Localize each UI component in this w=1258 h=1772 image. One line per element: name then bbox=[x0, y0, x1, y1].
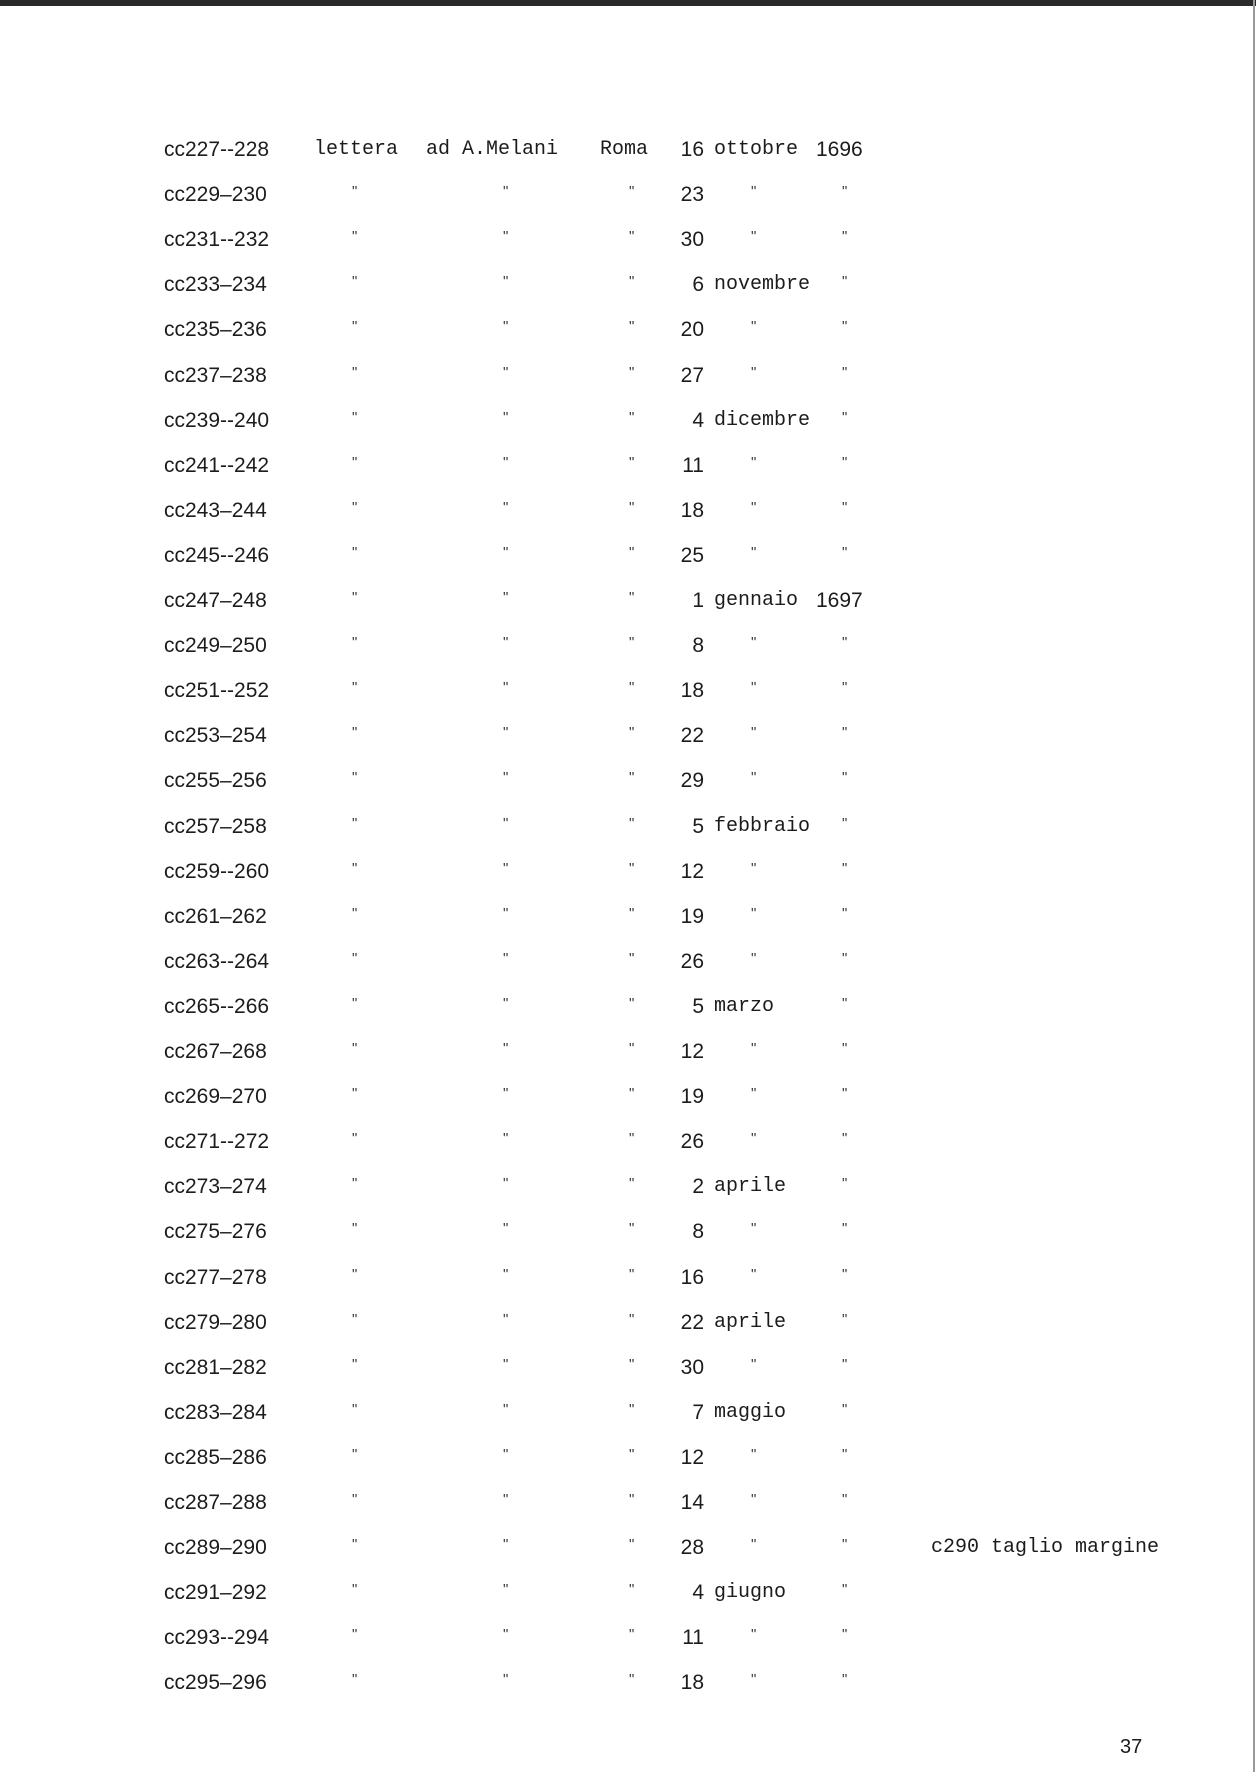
month-cell: aprile bbox=[714, 1175, 787, 1198]
year-ditto-mark: " bbox=[842, 815, 848, 832]
folio-cell: cc247–248 bbox=[164, 589, 267, 612]
document-type-ditto-mark: " bbox=[352, 544, 358, 561]
recipient-ditto-mark: " bbox=[503, 183, 509, 200]
day-cell: 30 bbox=[680, 1356, 704, 1379]
table-row bbox=[0, 272, 1240, 298]
day-cell: 5 bbox=[692, 995, 704, 1018]
year-ditto-mark: " bbox=[842, 1626, 848, 1643]
recipient-ditto-mark: " bbox=[503, 724, 509, 741]
place-ditto-mark: " bbox=[629, 454, 635, 471]
day-cell: 4 bbox=[692, 409, 704, 432]
place-ditto-mark: " bbox=[629, 1130, 635, 1147]
day-cell: 30 bbox=[680, 228, 704, 251]
table-row bbox=[0, 588, 1240, 614]
day-cell: 7 bbox=[692, 1401, 704, 1424]
place-ditto-mark: " bbox=[629, 1671, 635, 1688]
month-ditto-mark: " bbox=[751, 1356, 757, 1373]
place-ditto-mark: " bbox=[629, 273, 635, 290]
day-cell: 16 bbox=[680, 138, 704, 161]
place-ditto-mark: " bbox=[629, 1311, 635, 1328]
month-ditto-mark: " bbox=[751, 679, 757, 696]
year-ditto-mark: " bbox=[842, 499, 848, 516]
document-type-ditto-mark: " bbox=[352, 995, 358, 1012]
month-cell: giugno bbox=[714, 1581, 787, 1604]
recipient-ditto-mark: " bbox=[503, 1401, 509, 1418]
recipient-ditto-mark: " bbox=[503, 815, 509, 832]
recipient-cell: ad A.Melani bbox=[426, 138, 559, 161]
month-ditto-mark: " bbox=[751, 1536, 757, 1553]
document-type-ditto-mark: " bbox=[352, 1671, 358, 1688]
recipient-ditto-mark: " bbox=[503, 499, 509, 516]
day-cell: 26 bbox=[680, 1130, 704, 1153]
year-ditto-mark: " bbox=[842, 1491, 848, 1508]
table-row bbox=[0, 363, 1240, 389]
document-type-ditto-mark: " bbox=[352, 183, 358, 200]
day-cell: 2 bbox=[692, 1175, 704, 1198]
month-ditto-mark: " bbox=[751, 1491, 757, 1508]
document-type-ditto-mark: " bbox=[352, 1446, 358, 1463]
month-cell: maggio bbox=[714, 1401, 787, 1424]
table-row bbox=[0, 227, 1240, 253]
year-ditto-mark: " bbox=[842, 1040, 848, 1057]
year-ditto-mark: " bbox=[842, 860, 848, 877]
year-ditto-mark: " bbox=[842, 1581, 848, 1598]
folio-cell: cc231--232 bbox=[164, 228, 270, 251]
recipient-ditto-mark: " bbox=[503, 905, 509, 922]
month-ditto-mark: " bbox=[751, 1266, 757, 1283]
folio-cell: cc259--260 bbox=[164, 860, 270, 883]
day-cell: 8 bbox=[692, 634, 704, 657]
day-cell: 18 bbox=[680, 1671, 704, 1694]
document-type-ditto-mark: " bbox=[352, 905, 358, 922]
day-cell: 22 bbox=[680, 724, 704, 747]
folio-cell: cc275–276 bbox=[164, 1220, 267, 1243]
month-ditto-mark: " bbox=[751, 183, 757, 200]
place-ditto-mark: " bbox=[629, 364, 635, 381]
table-row bbox=[0, 1445, 1240, 1471]
recipient-ditto-mark: " bbox=[503, 589, 509, 606]
year-ditto-mark: " bbox=[842, 1085, 848, 1102]
month-ditto-mark: " bbox=[751, 364, 757, 381]
day-cell: 6 bbox=[692, 273, 704, 296]
year-ditto-mark: " bbox=[842, 724, 848, 741]
place-ditto-mark: " bbox=[629, 1175, 635, 1192]
folio-cell: cc249–250 bbox=[164, 634, 267, 657]
folio-cell: cc265--266 bbox=[164, 995, 270, 1018]
month-ditto-mark: " bbox=[751, 634, 757, 651]
place-ditto-mark: " bbox=[629, 228, 635, 245]
month-cell: dicembre bbox=[714, 409, 811, 432]
month-cell: aprile bbox=[714, 1311, 787, 1334]
table-row bbox=[0, 1219, 1240, 1245]
table-row bbox=[0, 1084, 1240, 1110]
table-row bbox=[0, 994, 1240, 1020]
recipient-ditto-mark: " bbox=[503, 1220, 509, 1237]
year-ditto-mark: " bbox=[842, 364, 848, 381]
table-row bbox=[0, 1490, 1240, 1516]
document-type-ditto-mark: " bbox=[352, 769, 358, 786]
table-row bbox=[0, 1310, 1240, 1336]
day-cell: 26 bbox=[680, 950, 704, 973]
document-type-ditto-mark: " bbox=[352, 950, 358, 967]
document-type-ditto-mark: " bbox=[352, 1085, 358, 1102]
place-ditto-mark: " bbox=[629, 1536, 635, 1553]
folio-cell: cc281–282 bbox=[164, 1356, 267, 1379]
month-ditto-mark: " bbox=[751, 1220, 757, 1237]
document-type-ditto-mark: " bbox=[352, 679, 358, 696]
month-cell: novembre bbox=[714, 273, 811, 296]
day-cell: 14 bbox=[680, 1491, 704, 1514]
place-ditto-mark: " bbox=[629, 1040, 635, 1057]
folio-cell: cc295–296 bbox=[164, 1671, 267, 1694]
day-cell: 1 bbox=[692, 589, 704, 612]
month-ditto-mark: " bbox=[751, 860, 757, 877]
month-ditto-mark: " bbox=[751, 769, 757, 786]
month-ditto-mark: " bbox=[751, 454, 757, 471]
folio-cell: cc261–262 bbox=[164, 905, 267, 928]
folio-cell: cc253–254 bbox=[164, 724, 267, 747]
place-ditto-mark: " bbox=[629, 1356, 635, 1373]
table-row bbox=[0, 1625, 1240, 1651]
year-ditto-mark: " bbox=[842, 905, 848, 922]
table-row bbox=[0, 1535, 1240, 1561]
day-cell: 8 bbox=[692, 1220, 704, 1243]
document-type-ditto-mark: " bbox=[352, 409, 358, 426]
folio-cell: cc269–270 bbox=[164, 1085, 267, 1108]
document-type-ditto-mark: " bbox=[352, 318, 358, 335]
recipient-ditto-mark: " bbox=[503, 1536, 509, 1553]
day-cell: 25 bbox=[680, 544, 704, 567]
document-type-ditto-mark: " bbox=[352, 1311, 358, 1328]
month-cell: ottobre bbox=[714, 138, 799, 161]
day-cell: 22 bbox=[680, 1311, 704, 1334]
place-ditto-mark: " bbox=[629, 409, 635, 426]
year-ditto-mark: " bbox=[842, 1130, 848, 1147]
month-ditto-mark: " bbox=[751, 1626, 757, 1643]
day-cell: 18 bbox=[680, 679, 704, 702]
recipient-ditto-mark: " bbox=[503, 1356, 509, 1373]
table-row bbox=[0, 814, 1240, 840]
year-ditto-mark: " bbox=[842, 1220, 848, 1237]
document-type-ditto-mark: " bbox=[352, 1581, 358, 1598]
document-type-ditto-mark: " bbox=[352, 454, 358, 471]
month-ditto-mark: " bbox=[751, 544, 757, 561]
folio-cell: cc257–258 bbox=[164, 815, 267, 838]
document-type-ditto-mark: " bbox=[352, 228, 358, 245]
year-ditto-mark: " bbox=[842, 1446, 848, 1463]
table-row bbox=[0, 1174, 1240, 1200]
year-ditto-mark: " bbox=[842, 409, 848, 426]
folio-cell: cc289–290 bbox=[164, 1536, 267, 1559]
year-ditto-mark: " bbox=[842, 1266, 848, 1283]
folio-cell: cc277–278 bbox=[164, 1266, 267, 1289]
document-type-ditto-mark: " bbox=[352, 860, 358, 877]
recipient-ditto-mark: " bbox=[503, 1266, 509, 1283]
month-cell: marzo bbox=[714, 995, 775, 1018]
folio-cell: cc245--246 bbox=[164, 544, 270, 567]
table-row bbox=[0, 1039, 1240, 1065]
day-cell: 4 bbox=[692, 1581, 704, 1604]
month-ditto-mark: " bbox=[751, 1446, 757, 1463]
month-ditto-mark: " bbox=[751, 1671, 757, 1688]
recipient-ditto-mark: " bbox=[503, 1671, 509, 1688]
month-ditto-mark: " bbox=[751, 1040, 757, 1057]
year-ditto-mark: " bbox=[842, 1401, 848, 1418]
month-ditto-mark: " bbox=[751, 228, 757, 245]
day-cell: 5 bbox=[692, 815, 704, 838]
day-cell: 19 bbox=[680, 1085, 704, 1108]
place-ditto-mark: " bbox=[629, 1491, 635, 1508]
month-ditto-mark: " bbox=[751, 499, 757, 516]
day-cell: 20 bbox=[680, 318, 704, 341]
year-ditto-mark: " bbox=[842, 1311, 848, 1328]
day-cell: 12 bbox=[680, 1446, 704, 1469]
day-cell: 29 bbox=[680, 769, 704, 792]
folio-cell: cc233–234 bbox=[164, 273, 267, 296]
document-type-ditto-mark: " bbox=[352, 589, 358, 606]
day-cell: 11 bbox=[682, 454, 704, 477]
recipient-ditto-mark: " bbox=[503, 228, 509, 245]
recipient-ditto-mark: " bbox=[503, 409, 509, 426]
document-type-ditto-mark: " bbox=[352, 1356, 358, 1373]
document-type-cell: lettera bbox=[314, 138, 399, 161]
document-type-ditto-mark: " bbox=[352, 1491, 358, 1508]
table-row bbox=[0, 904, 1240, 930]
recipient-ditto-mark: " bbox=[503, 679, 509, 696]
table-row bbox=[0, 633, 1240, 659]
year-ditto-mark: " bbox=[842, 544, 848, 561]
folio-cell: cc235–236 bbox=[164, 318, 267, 341]
recipient-ditto-mark: " bbox=[503, 1491, 509, 1508]
year-ditto-mark: " bbox=[842, 1356, 848, 1373]
table-row bbox=[0, 182, 1240, 208]
recipient-ditto-mark: " bbox=[503, 544, 509, 561]
day-cell: 27 bbox=[680, 364, 704, 387]
year-ditto-mark: " bbox=[842, 454, 848, 471]
month-cell: gennaio bbox=[714, 589, 799, 612]
recipient-ditto-mark: " bbox=[503, 454, 509, 471]
folio-cell: cc285–286 bbox=[164, 1446, 267, 1469]
document-type-ditto-mark: " bbox=[352, 1175, 358, 1192]
place-ditto-mark: " bbox=[629, 634, 635, 651]
place-ditto-mark: " bbox=[629, 950, 635, 967]
note-cell: c290 taglio margine bbox=[931, 1536, 1160, 1559]
folio-cell: cc239--240 bbox=[164, 409, 270, 432]
place-ditto-mark: " bbox=[629, 905, 635, 922]
table-row bbox=[0, 1129, 1240, 1155]
table-row bbox=[0, 453, 1240, 479]
recipient-ditto-mark: " bbox=[503, 364, 509, 381]
recipient-ditto-mark: " bbox=[503, 1085, 509, 1102]
place-ditto-mark: " bbox=[629, 1266, 635, 1283]
scan-top-edge bbox=[0, 0, 1256, 6]
recipient-ditto-mark: " bbox=[503, 1130, 509, 1147]
place-ditto-mark: " bbox=[629, 1446, 635, 1463]
day-cell: 11 bbox=[682, 1626, 704, 1649]
year-ditto-mark: " bbox=[842, 679, 848, 696]
folio-cell: cc241--242 bbox=[164, 454, 270, 477]
year-ditto-mark: " bbox=[842, 318, 848, 335]
place-ditto-mark: " bbox=[629, 1581, 635, 1598]
month-ditto-mark: " bbox=[751, 1085, 757, 1102]
recipient-ditto-mark: " bbox=[503, 1581, 509, 1598]
folio-cell: cc271--272 bbox=[164, 1130, 270, 1153]
table-row bbox=[0, 1355, 1240, 1381]
table-row bbox=[0, 1670, 1240, 1696]
place-ditto-mark: " bbox=[629, 860, 635, 877]
year-cell: 1696 bbox=[816, 138, 863, 161]
table-row bbox=[0, 768, 1240, 794]
day-cell: 16 bbox=[680, 1266, 704, 1289]
table-row bbox=[0, 317, 1240, 343]
folio-cell: cc287–288 bbox=[164, 1491, 267, 1514]
table-row bbox=[0, 543, 1240, 569]
place-ditto-mark: " bbox=[629, 183, 635, 200]
day-cell: 19 bbox=[680, 905, 704, 928]
recipient-ditto-mark: " bbox=[503, 860, 509, 877]
table-row bbox=[0, 949, 1240, 975]
year-ditto-mark: " bbox=[842, 273, 848, 290]
day-cell: 18 bbox=[680, 499, 704, 522]
recipient-ditto-mark: " bbox=[503, 634, 509, 651]
place-ditto-mark: " bbox=[629, 815, 635, 832]
document-type-ditto-mark: " bbox=[352, 499, 358, 516]
folio-cell: cc291–292 bbox=[164, 1581, 267, 1604]
month-ditto-mark: " bbox=[751, 318, 757, 335]
folio-cell: cc273–274 bbox=[164, 1175, 267, 1198]
place-cell: Roma bbox=[600, 138, 649, 161]
folio-cell: cc255–256 bbox=[164, 769, 267, 792]
table-row bbox=[0, 137, 1240, 163]
place-ditto-mark: " bbox=[629, 769, 635, 786]
folio-cell: cc267–268 bbox=[164, 1040, 267, 1063]
document-type-ditto-mark: " bbox=[352, 1536, 358, 1553]
folio-cell: cc227--228 bbox=[164, 138, 270, 161]
month-cell: febbraio bbox=[714, 815, 811, 838]
document-type-ditto-mark: " bbox=[352, 634, 358, 651]
year-ditto-mark: " bbox=[842, 995, 848, 1012]
month-ditto-mark: " bbox=[751, 905, 757, 922]
place-ditto-mark: " bbox=[629, 724, 635, 741]
recipient-ditto-mark: " bbox=[503, 950, 509, 967]
table-row bbox=[0, 408, 1240, 434]
document-type-ditto-mark: " bbox=[352, 815, 358, 832]
document-type-ditto-mark: " bbox=[352, 724, 358, 741]
place-ditto-mark: " bbox=[629, 544, 635, 561]
place-ditto-mark: " bbox=[629, 589, 635, 606]
recipient-ditto-mark: " bbox=[503, 1446, 509, 1463]
year-ditto-mark: " bbox=[842, 950, 848, 967]
day-cell: 12 bbox=[680, 1040, 704, 1063]
table-row bbox=[0, 1265, 1240, 1291]
folio-cell: cc237–238 bbox=[164, 364, 267, 387]
place-ditto-mark: " bbox=[629, 1626, 635, 1643]
month-ditto-mark: " bbox=[751, 724, 757, 741]
recipient-ditto-mark: " bbox=[503, 1175, 509, 1192]
place-ditto-mark: " bbox=[629, 1220, 635, 1237]
document-type-ditto-mark: " bbox=[352, 1401, 358, 1418]
scan-right-edge bbox=[1253, 0, 1255, 1772]
place-ditto-mark: " bbox=[629, 995, 635, 1012]
place-ditto-mark: " bbox=[629, 1401, 635, 1418]
table-row bbox=[0, 1580, 1240, 1606]
recipient-ditto-mark: " bbox=[503, 995, 509, 1012]
document-type-ditto-mark: " bbox=[352, 1040, 358, 1057]
place-ditto-mark: " bbox=[629, 499, 635, 516]
place-ditto-mark: " bbox=[629, 1085, 635, 1102]
folio-cell: cc251--252 bbox=[164, 679, 270, 702]
recipient-ditto-mark: " bbox=[503, 273, 509, 290]
folio-cell: cc263--264 bbox=[164, 950, 270, 973]
day-cell: 28 bbox=[680, 1536, 704, 1559]
document-type-ditto-mark: " bbox=[352, 364, 358, 381]
recipient-ditto-mark: " bbox=[503, 1311, 509, 1328]
document-type-ditto-mark: " bbox=[352, 1626, 358, 1643]
year-ditto-mark: " bbox=[842, 1536, 848, 1553]
year-ditto-mark: " bbox=[842, 183, 848, 200]
recipient-ditto-mark: " bbox=[503, 1040, 509, 1057]
year-ditto-mark: " bbox=[842, 634, 848, 651]
year-ditto-mark: " bbox=[842, 228, 848, 245]
page-number: 37 bbox=[1120, 1736, 1143, 1758]
year-ditto-mark: " bbox=[842, 1671, 848, 1688]
document-type-ditto-mark: " bbox=[352, 1130, 358, 1147]
day-cell: 12 bbox=[680, 860, 704, 883]
month-ditto-mark: " bbox=[751, 1130, 757, 1147]
table-row bbox=[0, 678, 1240, 704]
table-row bbox=[0, 1400, 1240, 1426]
folio-cell: cc243–244 bbox=[164, 499, 267, 522]
year-cell: 1697 bbox=[816, 589, 863, 612]
place-ditto-mark: " bbox=[629, 679, 635, 696]
year-ditto-mark: " bbox=[842, 769, 848, 786]
year-ditto-mark: " bbox=[842, 1175, 848, 1192]
recipient-ditto-mark: " bbox=[503, 318, 509, 335]
document-type-ditto-mark: " bbox=[352, 1266, 358, 1283]
recipient-ditto-mark: " bbox=[503, 769, 509, 786]
document-type-ditto-mark: " bbox=[352, 273, 358, 290]
folio-cell: cc229–230 bbox=[164, 183, 267, 206]
folio-cell: cc293--294 bbox=[164, 1626, 270, 1649]
document-type-ditto-mark: " bbox=[352, 1220, 358, 1237]
day-cell: 23 bbox=[680, 183, 704, 206]
recipient-ditto-mark: " bbox=[503, 1626, 509, 1643]
table-row bbox=[0, 859, 1240, 885]
folio-cell: cc283–284 bbox=[164, 1401, 267, 1424]
place-ditto-mark: " bbox=[629, 318, 635, 335]
table-row bbox=[0, 498, 1240, 524]
folio-cell: cc279–280 bbox=[164, 1311, 267, 1334]
month-ditto-mark: " bbox=[751, 950, 757, 967]
table-row bbox=[0, 723, 1240, 749]
